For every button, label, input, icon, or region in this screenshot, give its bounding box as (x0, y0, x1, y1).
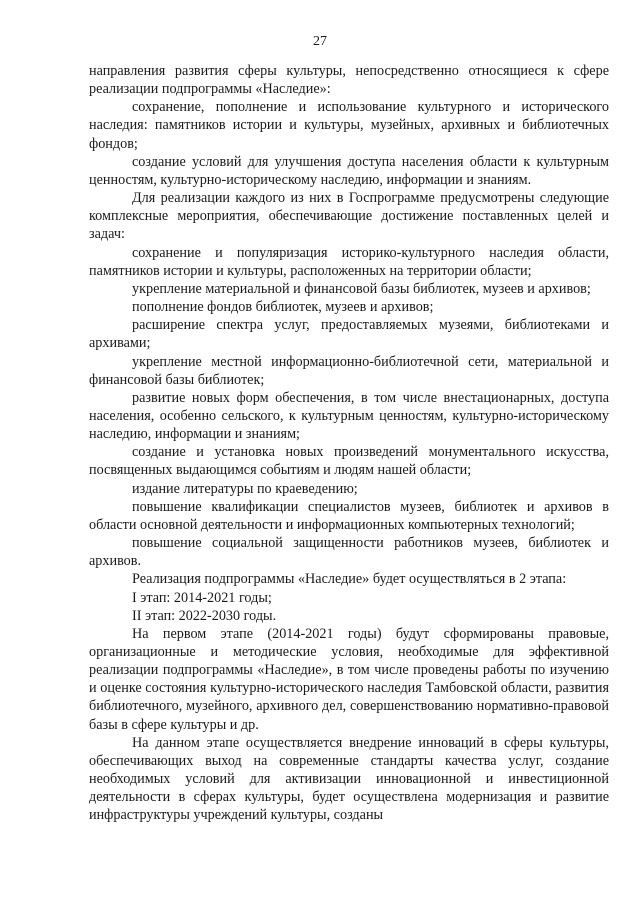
list-item: создание и установка новых произведений монументального искусства, посвященных выдающимся событиям и людям нашей области; (89, 444, 609, 479)
stage-item: II этап: 2022-2030 годы. (132, 607, 277, 624)
paragraph: Для реализации каждого из них в Госпрограмме предусмотрены следующие комплексные мероприятия, обеспечивающие достижение поставленных целей и задач: (89, 190, 609, 243)
list-item: создание условий для улучшения доступа населения области к культурным ценностям, культурно-историческому наследию, информации и знаниям. (89, 153, 609, 188)
list-item: пополнение фондов библиотек, музеев и архивов; (132, 299, 434, 316)
paragraph: На первом этапе (2014-2021 годы) будут сформированы правовые, организационные и методические условия, необходимые для эффективной реализации подпрограммы «Наследие», в том числе проведены работы по изучению и оценке состояния культурно-исторического наследия Тамбовской области, развития библиотечного, музейного, архивного дел, совершенствованию нормативно-правовой базы в сфере культуры и др. (89, 625, 609, 733)
stage-item: I этап: 2014-2021 годы; (132, 589, 272, 606)
list-item: развитие новых форм обеспечения, в том числе внестационарных, доступа населения, особенно сельского, к культурным ценностям, культурно-историческому наследию, информации и знаниям; (89, 389, 609, 443)
list-item: сохранение и популяризация историко-культурного наследия области, памятников истории и культуры, расположенных на территории области; (89, 244, 609, 279)
paragraph: На данном этапе осуществляется внедрение инноваций в сферы культуры, обеспечивающих выход на современные стандарты качества услуг, создание необходимых условий для активизации инновационной и инвестиционной деятельности в сферах культуры, будет осуществлена модернизация и развитие инфраструктуры учреждений культуры, созданы (89, 734, 609, 824)
paragraph: Реализация подпрограммы «Наследие» будет осуществляться в 2 этапа: (132, 571, 567, 588)
list-item: укрепление материальной и финансовой базы библиотек, музеев и архивов; (132, 280, 591, 297)
list-item: укрепление местной информационно-библиотечной сети, материальной и финансовой базы библиотек; (89, 353, 609, 388)
list-item: повышение социальной защищенности работников музеев, библиотек и архивов. (89, 535, 609, 570)
paragraph: направления развития сферы культуры, непосредственно относящиеся к сфере реализации подпрограммы «Наследие»: (89, 63, 609, 98)
document-body (89, 62, 609, 825)
list-item: расширение спектра услуг, предоставляемых музеями, библиотеками и архивами; (89, 317, 609, 352)
list-item: издание литературы по краеведению; (132, 480, 358, 497)
list-item: повышение квалификации специалистов музеев, библиотек и архивов в области основной деятельности и информационных компьютерных технологий; (89, 498, 609, 533)
list-item: сохранение, пополнение и использование культурного и исторического наследия: памятников истории и культуры, музейных, архивных и библиотечных фондов; (89, 99, 609, 152)
page-number: 27 (313, 34, 327, 49)
